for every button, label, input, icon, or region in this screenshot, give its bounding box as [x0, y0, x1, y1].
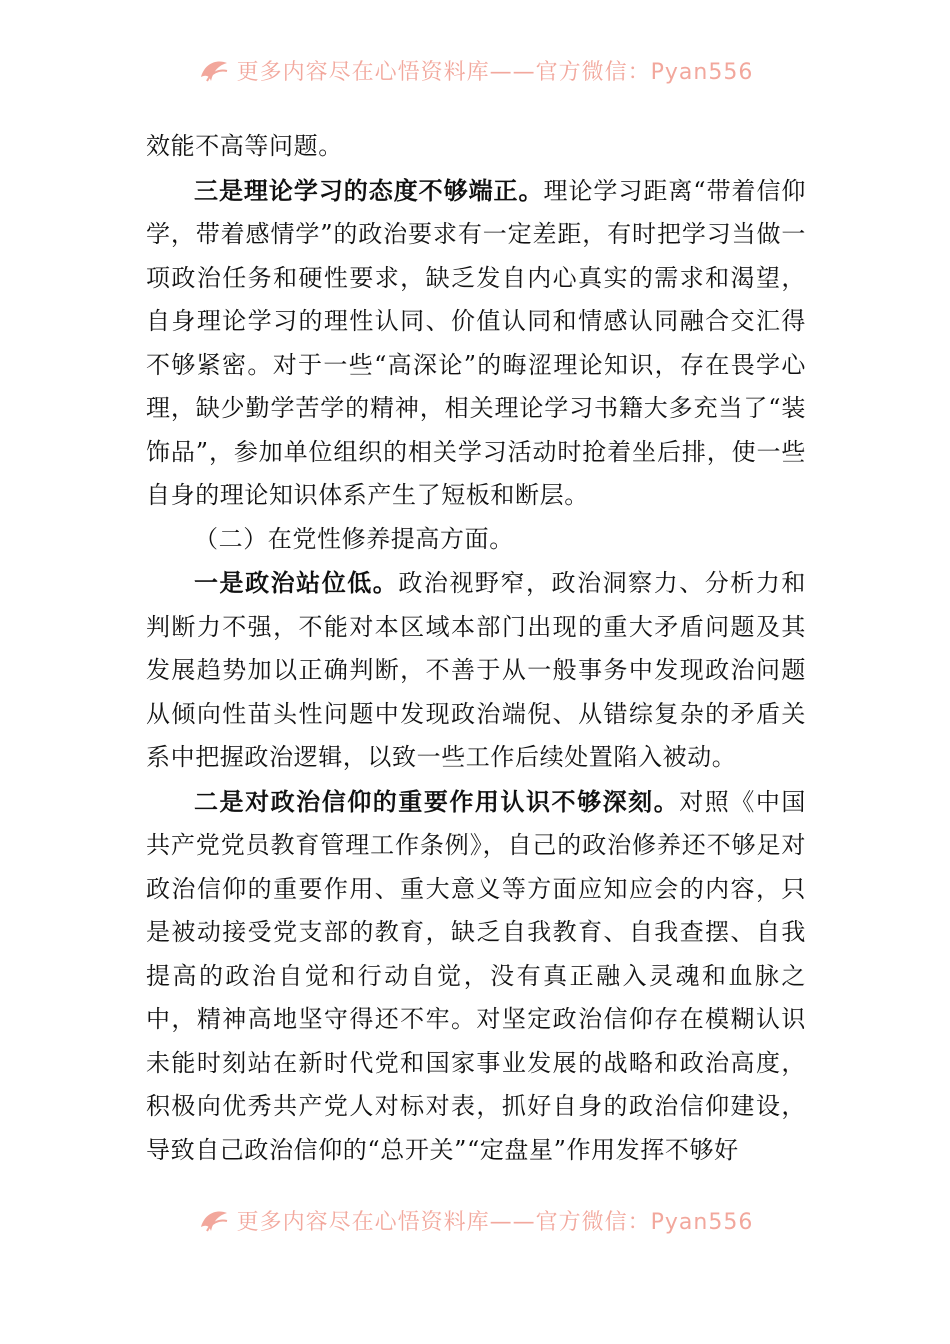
watermark-text: 更多内容尽在心悟资料库——官方微信：Pyan556 [236, 1209, 754, 1235]
paragraph-heading: 一是政治站位低。 [194, 568, 399, 597]
paragraph-heading: 二是对政治信仰的重要作用认识不够深刻。 [194, 786, 680, 816]
paragraph-body: 理论学习距离“带着信仰学，带着感情学”的政治要求有一定差距，有时把学习当做一项政治任务和硬性要求，缺乏发自内心真实的需求和渴望，自身理论学习的理性认同、价值认同和情感认同融合交汇得不够紧密。对于一些“高深论”的晦涩理论知识，存在畏学心理，缺少勤学苦学的精神，相关理论学习书籍大多充当了“装饰品”，参加单位组织的相关学习活动时抢着坐后排，使一些自身的理论知识体系产生了短板和断层。 [146, 176, 807, 509]
paragraph-continuation [146, 125, 806, 169]
watermark-text: 更多内容尽在心悟资料库——官方微信：Pyan556 [236, 59, 754, 85]
paragraph-heading: 三是理论学习的态度不够端正。 [194, 175, 544, 205]
section-heading-party-spirit [146, 518, 806, 562]
document-body [146, 125, 806, 1172]
stylized-ribbon-logo-icon [197, 55, 231, 85]
paragraph-body: 对照《中国共产党党员教育管理工作条例》，自己的政治修养还不够足对政治信仰的重要作用、重大意义等方面应知应会的内容，只是被动接受党支部的教育，缺乏自我教育、自我查摆、自我提高的政治自觉和行动自觉，没有真正融入灵魂和血脉之中，精神高地坚守得还不牢。对坚定政治信仰存在模糊认识未能时刻站在新时代党和国家事业发展的战略和政治高度，积极向优秀共产党人对标对表，抓好自身的政治信仰建设，导致自己政治信仰的“总开关”“定盘星”作用发挥不够好 [146, 787, 807, 1164]
paragraph-body: 政治视野窄，政治洞察力、分析力和判断力不强，不能对本区域本部门出现的重大矛盾问题及其发展趋势加以正确判断，不善于从一般事务中发现政治问题从倾向性苗头性问题中发现政治端倪、从错综复杂的矛盾关系中把握政治逻辑，以致一些工作后续处置陷入被动。 [146, 569, 806, 771]
paragraph-theory-study-attitude [146, 169, 806, 518]
watermark-banner-top [0, 50, 950, 90]
stylized-ribbon-logo-icon [197, 1205, 231, 1235]
paragraph-body: 效能不高等问题。 [146, 132, 343, 160]
paragraph-political-stance [146, 561, 806, 780]
paragraph-political-belief [146, 780, 806, 1173]
section-heading-text: （二）在党性修养提高方面。 [194, 524, 514, 553]
watermark-banner-bottom [0, 1200, 950, 1240]
